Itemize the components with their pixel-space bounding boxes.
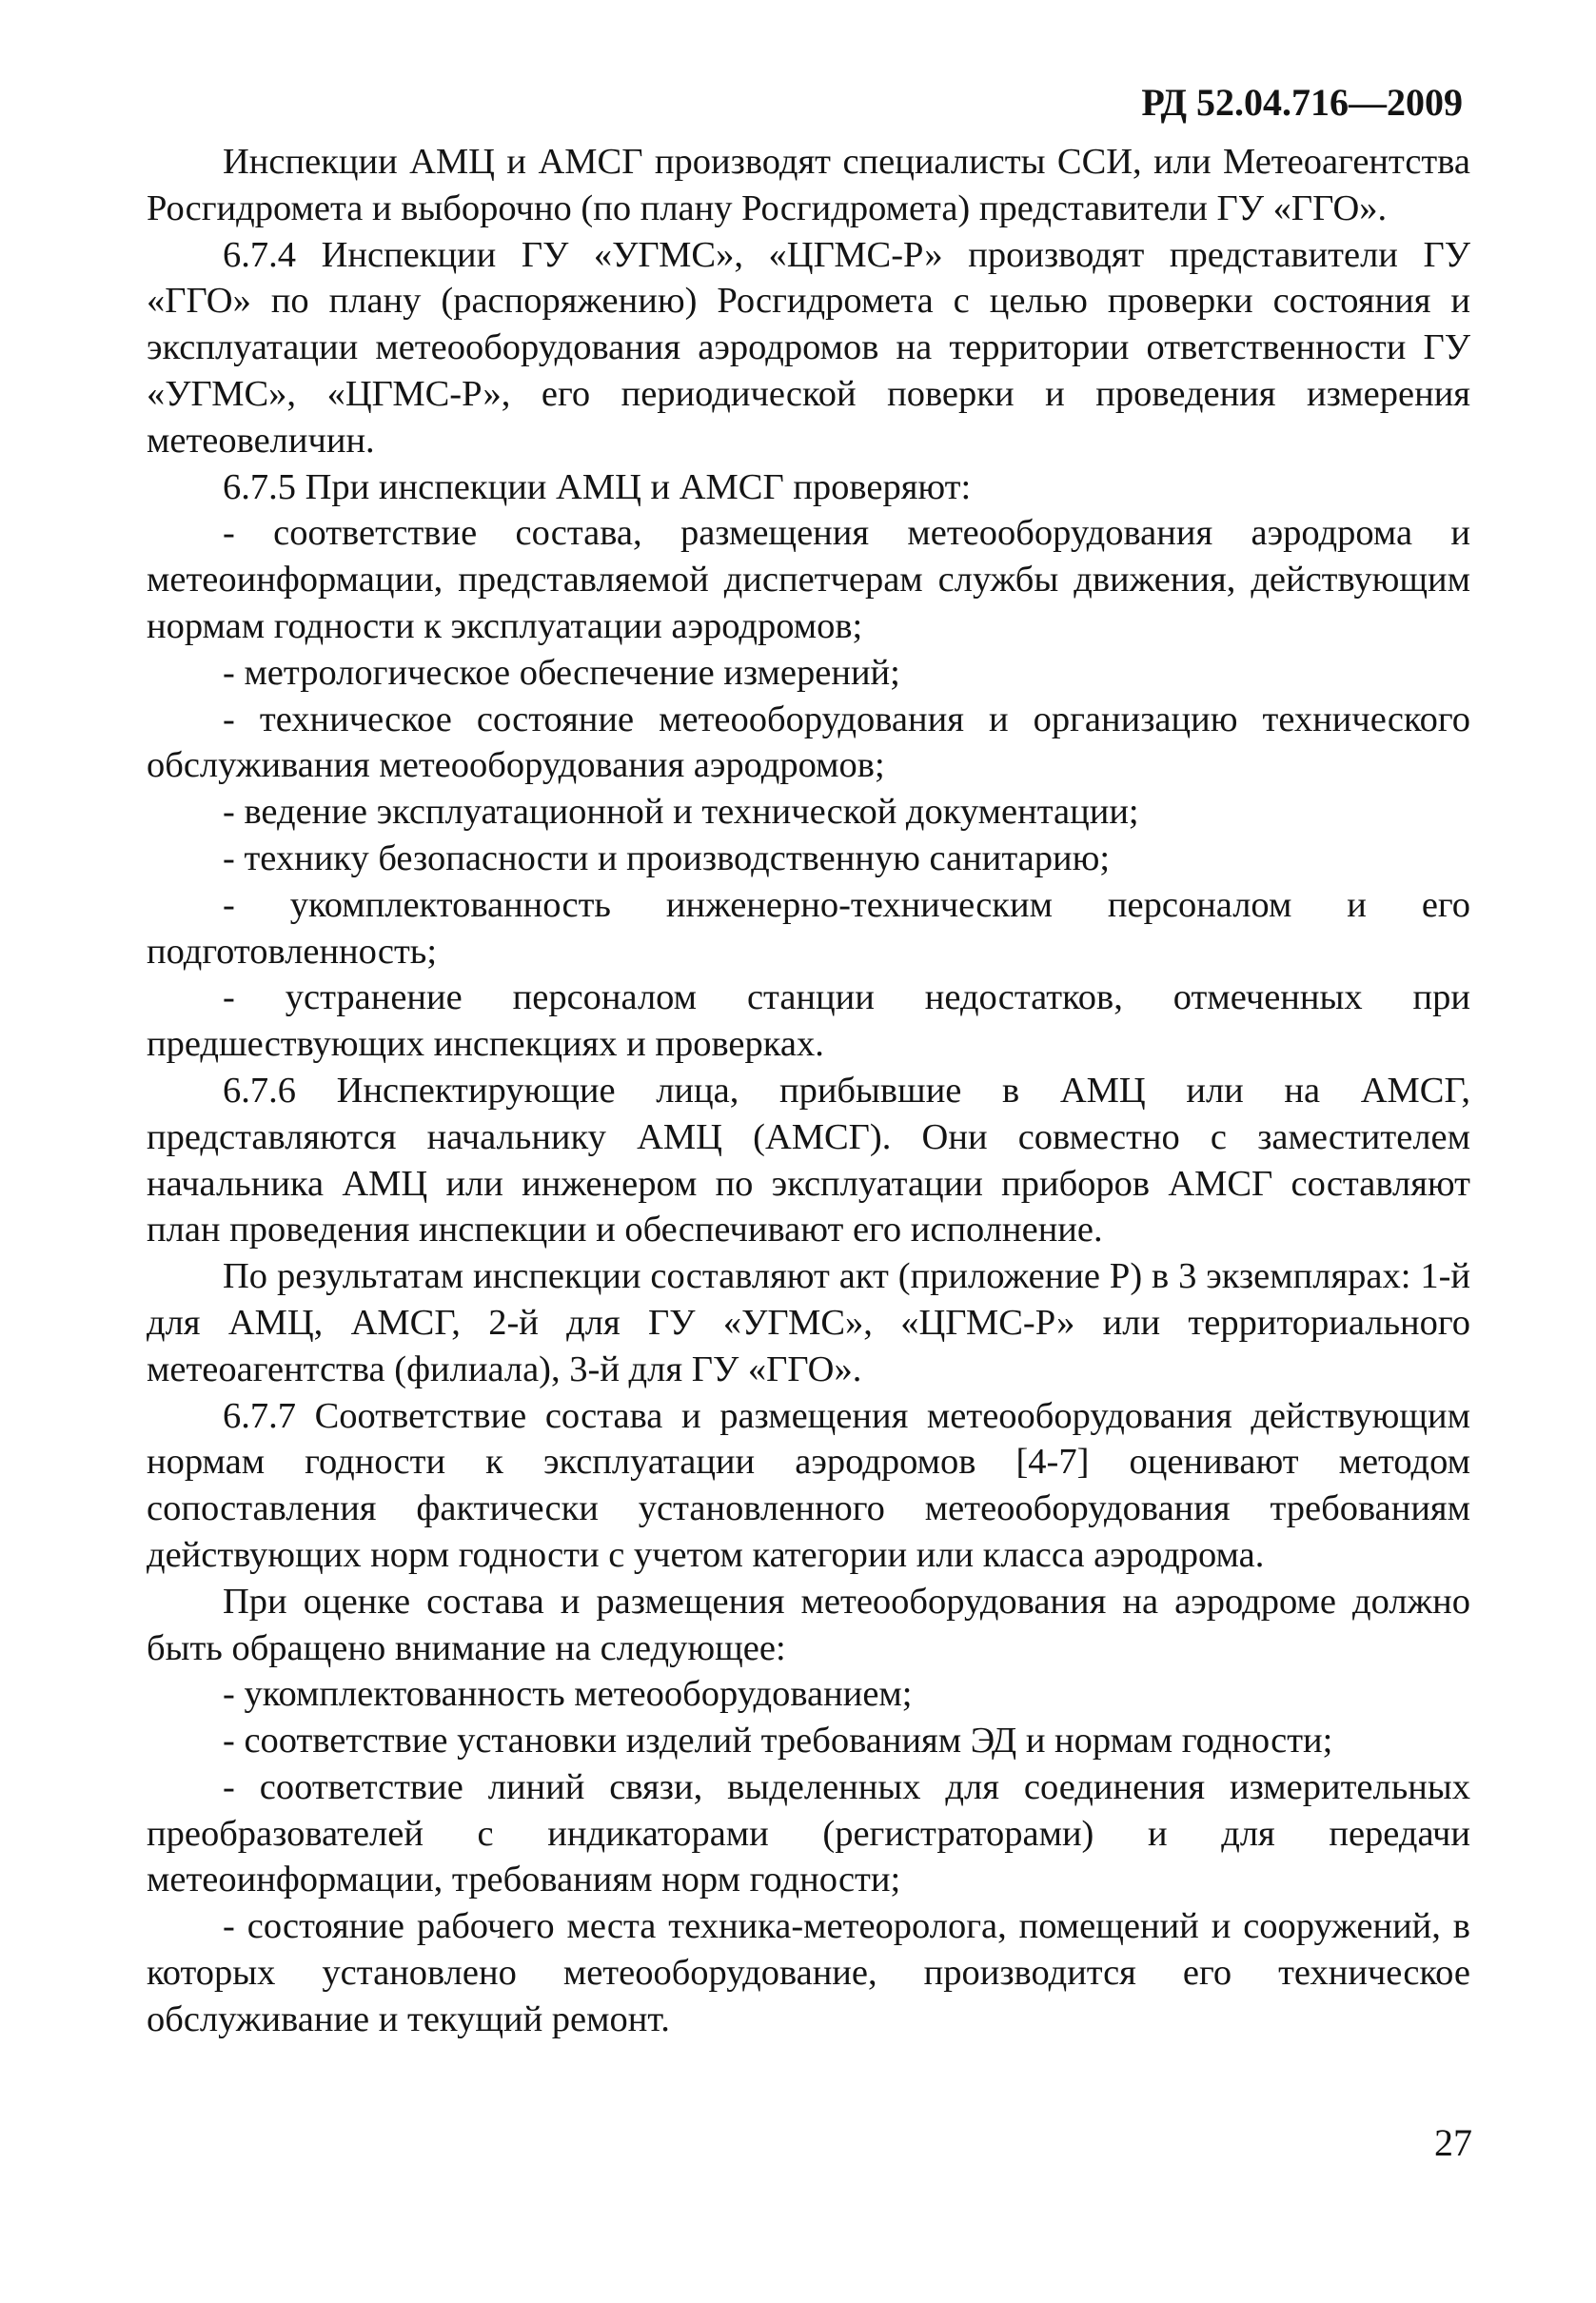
list-item-equipment-completeness: - укомплектованность метеооборудованием; [223,1674,913,1715]
list-item-composition-compliance: - соответствие состава, размещения метеооборудования аэродрома и метеоинформации, представляемой диспетчерам службы движения, действующим нормам годности к эксплуатации аэродромов; [147,513,1470,646]
list-item-deficiencies: - устранение персоналом станции недостатков, отмеченных при предшествующих инспекциях и проверках. [147,977,1470,1065]
document-body [147,139,1470,2043]
list-item-communication-lines: - соответствие линий связи, выделенных для соединения измерительных преобразователей с индикаторами (регистраторами) и для передачи метеоинформации, требованиям норм годности; [147,1766,1470,1900]
page-number: 27 [1434,2121,1472,2164]
document-code-header: РД 52.04.716—2009 [1141,81,1463,124]
paragraph-6-7-5: 6.7.5 При инспекции АМЦ и АМСГ проверяют: [223,466,972,507]
list-item-metrology: - метрологическое обеспечение измерений; [223,652,900,693]
list-item-workplace-condition: - состояние рабочего места техника-метеоролога, помещений и сооружений, в которых установлено метеооборудование, производится его техническое обслуживание и текущий ремонт. [147,1906,1470,2039]
paragraph-6-7-4: 6.7.4 Инспекции ГУ «УГМС», «ЦГМС-Р» производят представители ГУ «ГГО» по плану (распоряжению) Росгидромета с целью проверки состояния и эксплуатации метеооборудования аэродромов на территории ответственности ГУ «УГМС», «ЦГМС-Р», его периодической поверки и проведения измерения метеовеличин. [147,234,1470,461]
list-item-installation-compliance: - соответствие установки изделий требованиям ЭД и нормам годности; [223,1721,1333,1762]
paragraph-assessment-attention: При оценке состава и размещения метеооборудования на аэродроме должно быть обращено внимание на следующее: [147,1581,1470,1668]
list-item-technical-state: - техническое состояние метеооборудования и организацию технического обслуживания метеооборудования аэродромов; [147,699,1470,786]
list-item-safety: - технику безопасности и производственную санитарию; [223,837,1111,878]
paragraph-6-7-6: 6.7.6 Инспектирующие лица, прибывшие в АМЦ или на АМСГ, представляются начальнику АМЦ (АМСГ). Они совместно с заместителем начальника АМЦ или инженером по эксплуатации приборов АМСГ составляют план проведения инспекции и обеспечивают его исполнение. [147,1070,1470,1250]
list-item-staffing: - укомплектованность инженерно-техническим персоналом и его подготовленность; [147,884,1470,972]
list-item-documentation: - ведение эксплуатационной и технической документации; [223,792,1139,833]
paragraph-inspection-act: По результатам инспекции составляют акт (приложение Р) в 3 экземплярах: 1-й для АМЦ, АМСГ, 2-й для ГУ «УГМС», «ЦГМС-Р» или территориального метеоагентства (филиала), 3-й для ГУ «ГГО». [147,1256,1470,1389]
paragraph-6-7-7: 6.7.7 Соответствие состава и размещения метеооборудования действующим нормам годности к эксплуатации аэродромов [4-7] оценивают методом сопоставления фактически установленного метеооборудования требованиям действующих норм годности с учетом категории или класса аэродрома. [147,1395,1470,1575]
paragraph-inspection-performers: Инспекции АМЦ и АМСГ производят специалисты ССИ, или Метеоагентства Росгидромета и выборочно (по плану Росгидромета) представители ГУ «ГГО». [147,142,1470,228]
